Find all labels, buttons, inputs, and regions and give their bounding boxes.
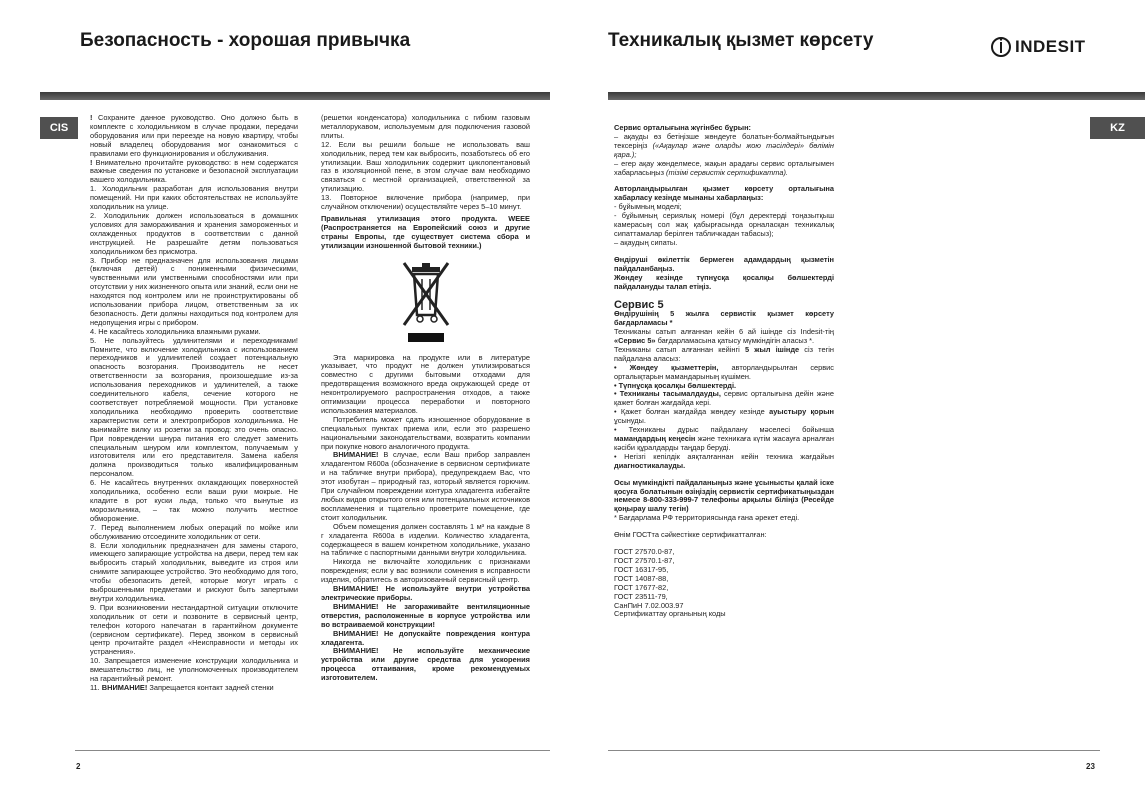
service-item: – ақауды өз бетіңізше жөндеуге болатын-болмайтындығын тексеріңіз («Ақаулар және оларды жою тәсілдері» бөлімін қара.); — [614, 131, 834, 159]
warning-text: Жөндеу кезінде түпнұсқа қосалқы бөлшектерді пайдалануды талап етіңіз. — [614, 272, 834, 291]
safety-para: (решетки конденсатора) холодильника с гибким газовым металлорукавом, используемым для подключения газовой плиты. — [321, 113, 530, 140]
registration-note: * Бағдарлама РФ территориясында ғана әрекет етеді. — [614, 513, 800, 523]
warning-para: ВНИМАНИЕ! В случае, если Ваш прибор заправлен хладагентом R600a (обозначение в сервисном сертификате и на табличке внутри прибора), предупреждаем Вас, что этот изобутан – природный газ, который является горючим. При случайном повреждении контура хладагента избегайте любых видов открытого огня или потенциальных источников воспламенения и тщательно проветрите помещение, где стоит холодильник. — [321, 450, 530, 522]
gost-list — [614, 548, 834, 619]
safety-para: 9. При возникновении нестандартной ситуации отключите холодильник от сети и позвоните в сервисный центр, телефон которого напечатан в гарантийном документе (сервисном сертификате). Перед звонком в сервисный центр прочитайте раздел «Неисправности и методы их устранения». — [90, 602, 298, 657]
safety-column-1 — [90, 114, 298, 693]
info-heading: Авторландырылған қызмет көрсету орталығына хабарласу кезінде мынаны хабарлаңыз: — [614, 184, 834, 203]
safety-para: 8. Если холодильник предназначен для замены старого, имеющего запирающие устройства на двери, перед тем как выбросить старый холодильник, выведите из строя или снимите запирающее устройство. Это необходимо для того, чтобы обезопасить детей, которые могут играть с выброшенными предметами и рискуют быть запертыми внутри холодильника. — [90, 540, 298, 603]
safety-para: ! Внимательно прочитайте руководство: в нем содержатся важные сведения по установке и безопасной эксплуатации вашего холодильника. — [90, 157, 298, 185]
warning-para: ВНИМАНИЕ! Не используйте механические устройства или другие средства для ускорения процесса оттаивания, кроме рекомендуемых изготовителем. — [321, 646, 530, 683]
brand-logo — [990, 36, 1086, 58]
safety-para: 11. ВНИМАНИЕ! Запрещается контакт задней стенки — [90, 683, 274, 692]
page-number-left: 2 — [76, 762, 81, 771]
header-bar-left — [40, 92, 550, 100]
safety-para: 2. Холодильник должен использоваться в домашних условиях для замораживания и хранения замороженных и охлажденных продуктов в соответствии с данной инструкцией. Не разрешайте детям пользоваться холодильником без присмотра. — [90, 210, 298, 256]
safety-column-2 — [321, 114, 530, 683]
service5-bullet: • Түпнұсқа қосалқы бөлшектерді. — [614, 380, 737, 390]
service5-para: Техниканы сатып алғаннан кейін 6 ай ішінде сіз Indesit-тің «Сервис 5» бағдарламасына қатысу мүмкіндігін аласыз *. — [614, 327, 834, 346]
gost-item: ГОСТ 27570.0-87, — [614, 547, 675, 557]
damage-para: Никогда не включайте холодильник с признаками повреждения; если у вас возникли сомнения в исправности изделия, обратитесь в авторизованный сервисный центр. — [321, 557, 530, 585]
weee-para: Потребитель может сдать изношенное оборудование в специальных пунктах приема или, если это разрешено национальными законодательствами, возвратить компании при покупке нового аналогичного продукта. — [321, 414, 530, 451]
weee-heading: Правильная утилизация этого продукта. WEEE (Распространяется на Европейский союз и другие страны Европы, где существует система сбора и утилизации изношенной бытовой техники.) — [321, 213, 530, 250]
gost-item: Сертификаттау органының коды — [614, 609, 726, 619]
service-heading: Сервис орталығына жүгінбес бұрын: — [614, 123, 752, 132]
safety-para: 5. Не пользуйтесь удлинителями и переходниками! Помните, что включение холодильника с использованием переходников и удлинителей создает потенциальную опасность возгорания. Производитель не несет ответственности за возгорания, произошедшие из-за использования переходников и удлинителей, а также соединительного кабеля, сечение которого не соответствует потребляемой мощности. При установке холодильника необходимо проверить соответствие характеристик сети и электроприборов холодильника. Не вынимайте вилку из розетки за провод: это очень опасно. При повреждении шнура питания его следует заменить специальным шнуром или комплектом, получаемым у изготовителя или его представителя. Замена кабеля должна производиться только квалифицированным персоналом. — [90, 335, 298, 479]
service5-title: Сервис 5 — [614, 299, 664, 312]
gost-item: СанПиН 7.02.003.97 — [614, 600, 684, 610]
info-item: - бұйымның сериялық номері (бұл деректерді тоңазытқыш камерасың сол жақ қабырғасында орналасқан техникалық сипаттамалар берілген табличкадан табасыз); — [614, 211, 834, 238]
header-bar-right — [608, 92, 1145, 100]
warning-para: ВНИМАНИЕ! Не используйте внутри устройства электрические приборы. — [321, 584, 530, 602]
info-item: - бұйымның моделі; — [614, 202, 682, 212]
safety-para: 10. Запрещается изменение конструкции холодильника и вмешательство лиц, не уполномоченных производителем на гарантийный ремонт. — [90, 656, 298, 684]
lang-tab-cis: CIS — [40, 117, 78, 139]
service5-bullet: • Техниканы тасымалдауды, сервис орталығына дейін және қажет болған жағдайда кері. — [614, 389, 834, 408]
registration-text: Осы мүмкіндікті пайдаланыңыз және ұсынысты қалай іске қосуға болатынын өзіңіздің сервистік сертификатыңыздан немесе 8-800-333-999-7 телефоны арқылы біліңіз (Ресейде қоңырау шалу тегін) — [614, 477, 834, 514]
crossed-bin-icon — [396, 257, 456, 347]
service5-subtitle: Өндірушінің 5 жылға сервистік қызмет көрсету бағдарламасы * — [614, 309, 834, 328]
service5-bullet: • Негізгі кепілдік аяқталғаннан кейін техника жағдайын диагностикалауды. — [614, 451, 834, 470]
page-title-right: Техникалық қызмет көрсету — [608, 30, 874, 51]
warning-text: Өндіруші өкілеттік бермеген адамдардың қызметін пайдаланбаңыз. — [614, 254, 834, 273]
gost-item: ГОСТ 17677-82, — [614, 582, 669, 592]
info-item: – ақаудың сипаты. — [614, 237, 678, 247]
page-number-right: 23 — [1086, 762, 1095, 771]
gost-item: ГОСТ 14087-88, — [614, 573, 669, 583]
gost-intro: Өнім ГОСТта сәйкестікке сертификатталған: — [614, 530, 767, 540]
safety-para: 3. Прибор не предназначен для использования лицами (включая детей) с пониженными физическими, чувственными или умственными способностями или при отсутствии у них жизненного опыта или знаний, если они не находятся под контролем или не проинструктированы об использовании прибора лицом, ответственным за их безопасность. Дети должны находиться под контролем для недопущения игры с прибором. — [90, 255, 298, 327]
safety-para: 1. Холодильник разработан для использования внутри помещений. Ни при каких обстоятельствах не используйте холодильник на улице. — [90, 184, 298, 212]
brand-mark-icon — [990, 36, 1012, 58]
service5-bullet: • Қажет болған жағдайда жөндеу кезінде ауыстыру қорын ұсынуды. — [614, 407, 834, 426]
safety-para: 7. Перед выполнением любых операций по мойке или обслуживанию отсоедините холодильник от сети. — [90, 522, 298, 541]
service5-bullet: • Жөндеу қызметтерін, авторландырылған сервис орталықтарын мамандарының күшімен. — [614, 362, 834, 381]
safety-para: 13. Повторное включение прибора (например, при случайном отключении) осуществляйте через 5–10 минут. — [321, 193, 530, 212]
service5-bullet: • Техниканы дұрыс пайдалану мәселесі бойынша мамандардың кеңесін және техникаға күтім жасауға арналған кәсіби құралдарды таңдар беруді. — [614, 425, 834, 452]
safety-para: 6. Не касайтесь внутренних охлаждающих поверхностей холодильника, особенно если ваши руки мокрые. Не кладите в рот куски льда, только что вынутые из морозильника, – так можно получить местное обморожение. — [90, 478, 298, 523]
gost-item: ГОСТ 27570.1-87, — [614, 555, 675, 565]
safety-para: ! Сохраните данное руководство. Оно должно быть в комплекте с холодильником в случае продажи, передачи оборудования или при переезде на новую квартиру, чтобы новый владелец оборудования мог ознакомиться с правилами его функционирования и обслуживания. — [90, 113, 298, 158]
footer-rule-right — [608, 750, 1100, 751]
gost-item: ГОСТ 23511-79, — [614, 591, 668, 601]
warning-para: ВНИМАНИЕ! Не допускайте повреждения контура хладагента. — [321, 628, 530, 647]
safety-para: 12. Если вы решили больше не использовать ваш холодильник, перед тем как выбросить, позаботьтесь об его утилизации. Ваш холодильник содержит циклопентановый газ в изоляционной пене, в этом случае вам необходимо связаться с местной организацией, ответственной за утилизацию. — [321, 139, 530, 194]
lang-tab-kz: KZ — [1090, 117, 1145, 139]
service5-para: Техниканы сатып алғаннан кейінгі 5 жыл ішінде сіз тегін пайдалана аласыз: — [614, 344, 834, 363]
volume-para: Объем помещения должен составлять 1 м³ на каждые 8 г хладагента R600a в изделии. Количество хладагента, содержащееся в вашем конкретном холодильнике, указано на табличке с паспортными данными внутри холодильника. — [321, 521, 530, 558]
weee-symbol — [321, 257, 530, 350]
page-title-left: Безопасность - хорошая привычка — [80, 30, 411, 51]
safety-para: 4. Не касайтесь холодильника влажными руками. — [90, 326, 261, 336]
gost-item: ГОСТ 16317-95, — [614, 564, 669, 574]
brand-name: INDESIT — [1015, 37, 1086, 56]
service-item: – егер ақау жөнделмесе, жақын арадағы сервис орталығымен хабарласыңыз (тізімі сервистік сертификатта). — [614, 158, 834, 177]
footer-rule-left — [75, 750, 550, 751]
weee-para: Эта маркировка на продукте или в литературе указывает, что продукт не должен утилизироваться совместно с другими бытовыми отходами для предотвращения возможного вреда окружающей среде от неконтролируемого распространения отходов, а также оптимизации процесса переработки и повторного использования материалов. — [321, 352, 530, 415]
service-column-kz — [614, 124, 834, 619]
warning-para: ВНИМАНИЕ! Не загораживайте вентиляционные отверстия, расположенные в корпусе устройства или во встраиваемой конструкции! — [321, 601, 530, 629]
